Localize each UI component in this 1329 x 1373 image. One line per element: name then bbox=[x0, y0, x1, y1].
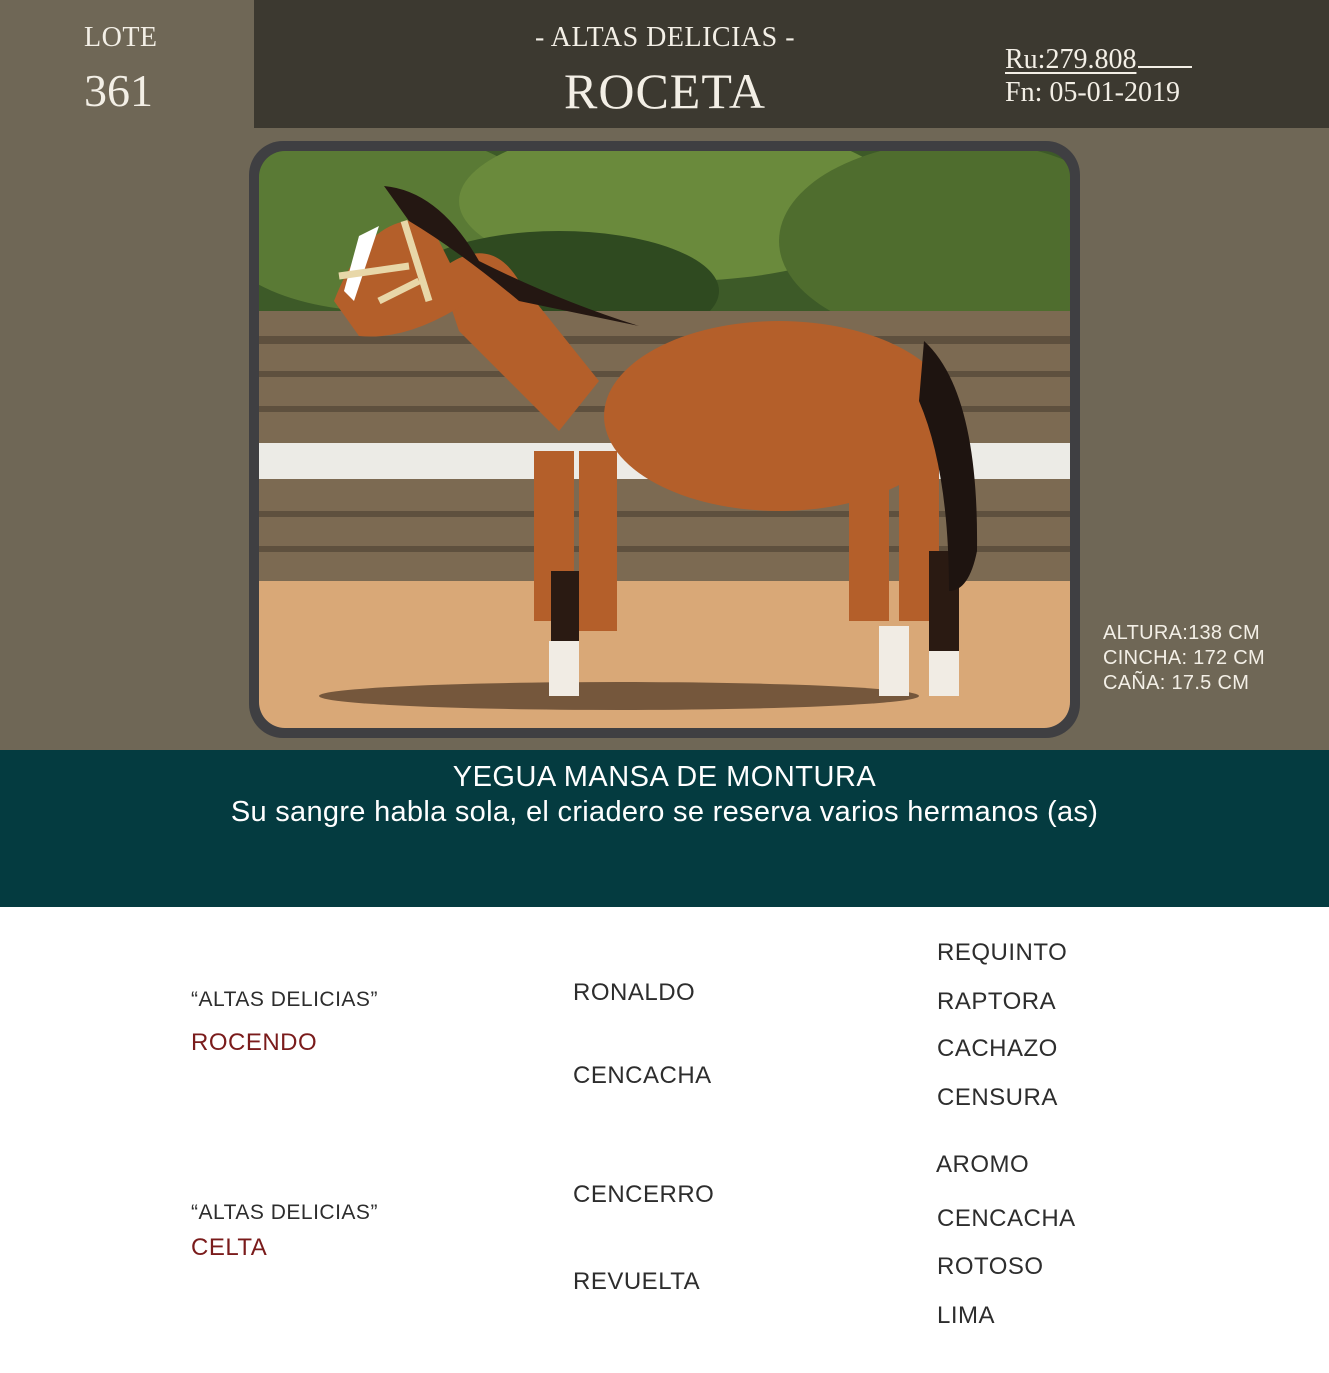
breeder-name: - ALTAS DELICIAS - bbox=[534, 22, 796, 53]
cannon-measure: CAÑA: 17.5 CM bbox=[1103, 672, 1250, 694]
great-grandparent: CACHAZO bbox=[937, 1035, 1058, 1062]
great-grandparent: ROTOSO bbox=[937, 1253, 1044, 1280]
great-grandparent: CENSURA bbox=[937, 1084, 1058, 1111]
grandparent: RONALDO bbox=[573, 979, 696, 1006]
height-measure: ALTURA:138 CM bbox=[1103, 622, 1260, 644]
lote-label: LOTE bbox=[84, 22, 158, 53]
measurements bbox=[1103, 621, 1265, 696]
sire-breeder: “ALTAS DELICIAS” bbox=[191, 988, 378, 1011]
lote-number: 361 bbox=[84, 65, 153, 116]
girth-measure: CINCHA: 172 CM bbox=[1103, 647, 1266, 669]
grandparent: CENCERRO bbox=[573, 1181, 715, 1208]
great-grandparent: AROMO bbox=[936, 1151, 1030, 1178]
dam-name: CELTA bbox=[191, 1234, 268, 1261]
dam-breeder: “ALTAS DELICIAS” bbox=[191, 1201, 378, 1224]
great-grandparent: LIMA bbox=[937, 1302, 996, 1329]
great-grandparent: CENCACHA bbox=[937, 1205, 1076, 1232]
great-grandparent: RAPTORA bbox=[937, 988, 1057, 1015]
description-title: YEGUA MANSA DE MONTURA bbox=[452, 761, 877, 793]
sire-name: ROCENDO bbox=[191, 1029, 318, 1056]
great-grandparent: REQUINTO bbox=[937, 939, 1068, 966]
birth-date: Fn: 05-01-2019 bbox=[1005, 77, 1180, 108]
grandparent: REVUELTA bbox=[573, 1268, 701, 1295]
registration-number: Ru:279.808 bbox=[1005, 40, 1192, 76]
grandparent: CENCACHA bbox=[573, 1062, 712, 1089]
description-text: Su sangre habla sola, el criadero se reserva varios hermanos (as) bbox=[230, 796, 1099, 828]
horse-photo bbox=[259, 151, 1070, 728]
horse-name: ROCETA bbox=[564, 63, 766, 119]
